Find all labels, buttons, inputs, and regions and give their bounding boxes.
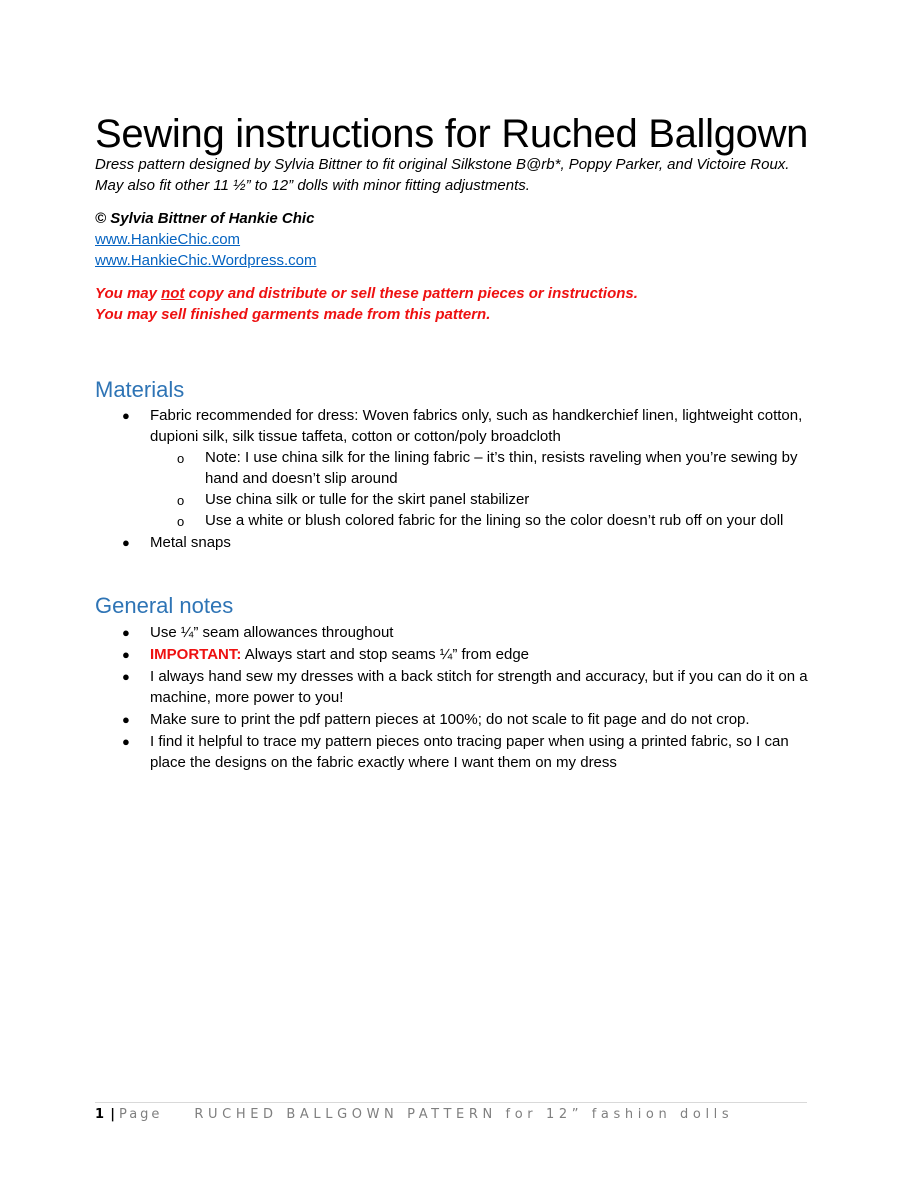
- note-text: I find it helpful to trace my pattern pieces onto tracing paper when using a printed fabric, so I can place the designs on the fabric exactly where I want them on my dress: [150, 733, 789, 771]
- sub-item-text: Use china silk or tulle for the skirt panel stabilizer: [205, 491, 530, 508]
- hankiechic-website-link[interactable]: www.HankieChic.com: [95, 231, 241, 248]
- materials-fabric-text: Fabric recommended for dress: Woven fabrics only, such as handkerchief linen, lightweight cotton, dupioni silk, silk tissue taffeta, cotton or cotton/poly broadcloth: [150, 407, 803, 445]
- materials-sublist: [150, 447, 815, 531]
- sales-permission: You may sell finished garments made from this pattern.: [95, 306, 491, 323]
- circle-bullet-icon: o: [177, 493, 185, 508]
- bullet-icon: ●: [122, 647, 130, 662]
- note-text: Always start and stop seams ¼” from edge: [241, 646, 530, 663]
- copyright-notice: © Sylvia Bittner of Hankie Chic: [95, 210, 315, 227]
- note-text: Make sure to print the pdf pattern pieces at 100%; do not scale to fit page and do not crop.: [150, 711, 750, 728]
- circle-bullet-icon: o: [177, 451, 185, 466]
- materials-snaps-text: Metal snaps: [150, 534, 231, 551]
- materials-list: [95, 405, 815, 554]
- bullet-icon: ●: [122, 734, 130, 749]
- sub-item-text: Note: I use china silk for the lining fabric – it’s thin, resists raveling when you’re sewing by hand and doesn’t slip around: [205, 449, 798, 487]
- sub-item-text: Use a white or blush colored fabric for the lining so the color doesn’t rub off on your doll: [205, 512, 784, 529]
- materials-heading: Materials: [95, 377, 185, 402]
- important-label: IMPORTANT:: [150, 646, 242, 663]
- footer-separator: |: [110, 1107, 115, 1122]
- copyright-warning: [95, 283, 638, 304]
- list-item: [95, 532, 815, 553]
- note-text: Use ¼” seam allowances throughout: [150, 624, 394, 641]
- list-item: [95, 644, 815, 665]
- list-item: [95, 731, 815, 773]
- document-title: Sewing instructions for Ruched Ballgown: [95, 112, 809, 156]
- circle-bullet-icon: o: [177, 514, 185, 529]
- hankiechic-blog-link[interactable]: www.HankieChic.Wordpress.com: [95, 252, 317, 269]
- list-item: [95, 666, 815, 708]
- sub-list-item: [150, 489, 815, 510]
- warning-text-after: copy and distribute or sell these pattern pieces or instructions.: [184, 285, 638, 302]
- list-item: [95, 709, 815, 730]
- page-label: Page: [118, 1107, 163, 1122]
- note-text: I always hand sew my dresses with a back stitch for strength and accuracy, but if you can do it on a machine, more power to you!: [150, 668, 808, 706]
- bullet-icon: ●: [122, 669, 130, 684]
- list-item: [95, 405, 815, 531]
- sub-list-item: [150, 447, 815, 489]
- document-subtitle: Dress pattern designed by Sylvia Bittner to fit original Silkstone B@rb*, Poppy Parker, and Victoire Roux. May also fit other 11 ½” to 12” dolls with minor fitting adjustments.: [95, 156, 790, 194]
- footer-document-label: RUCHED BALLGOWN PATTERN for 12” fashion dolls: [194, 1107, 734, 1122]
- general-notes-heading: General notes: [95, 593, 234, 618]
- bullet-icon: ●: [122, 625, 130, 640]
- warning-emphasis: not: [161, 285, 185, 302]
- bullet-icon: ●: [122, 712, 130, 727]
- sub-list-item: [150, 510, 815, 531]
- list-item: [95, 622, 815, 643]
- bullet-icon: ●: [122, 408, 130, 423]
- page-footer: [95, 1106, 733, 1124]
- page-number: 1: [95, 1107, 105, 1122]
- general-notes-list: [95, 622, 815, 774]
- warning-text-before: You may: [95, 285, 162, 302]
- bullet-icon: ●: [122, 535, 130, 550]
- footer-divider: [95, 1102, 807, 1103]
